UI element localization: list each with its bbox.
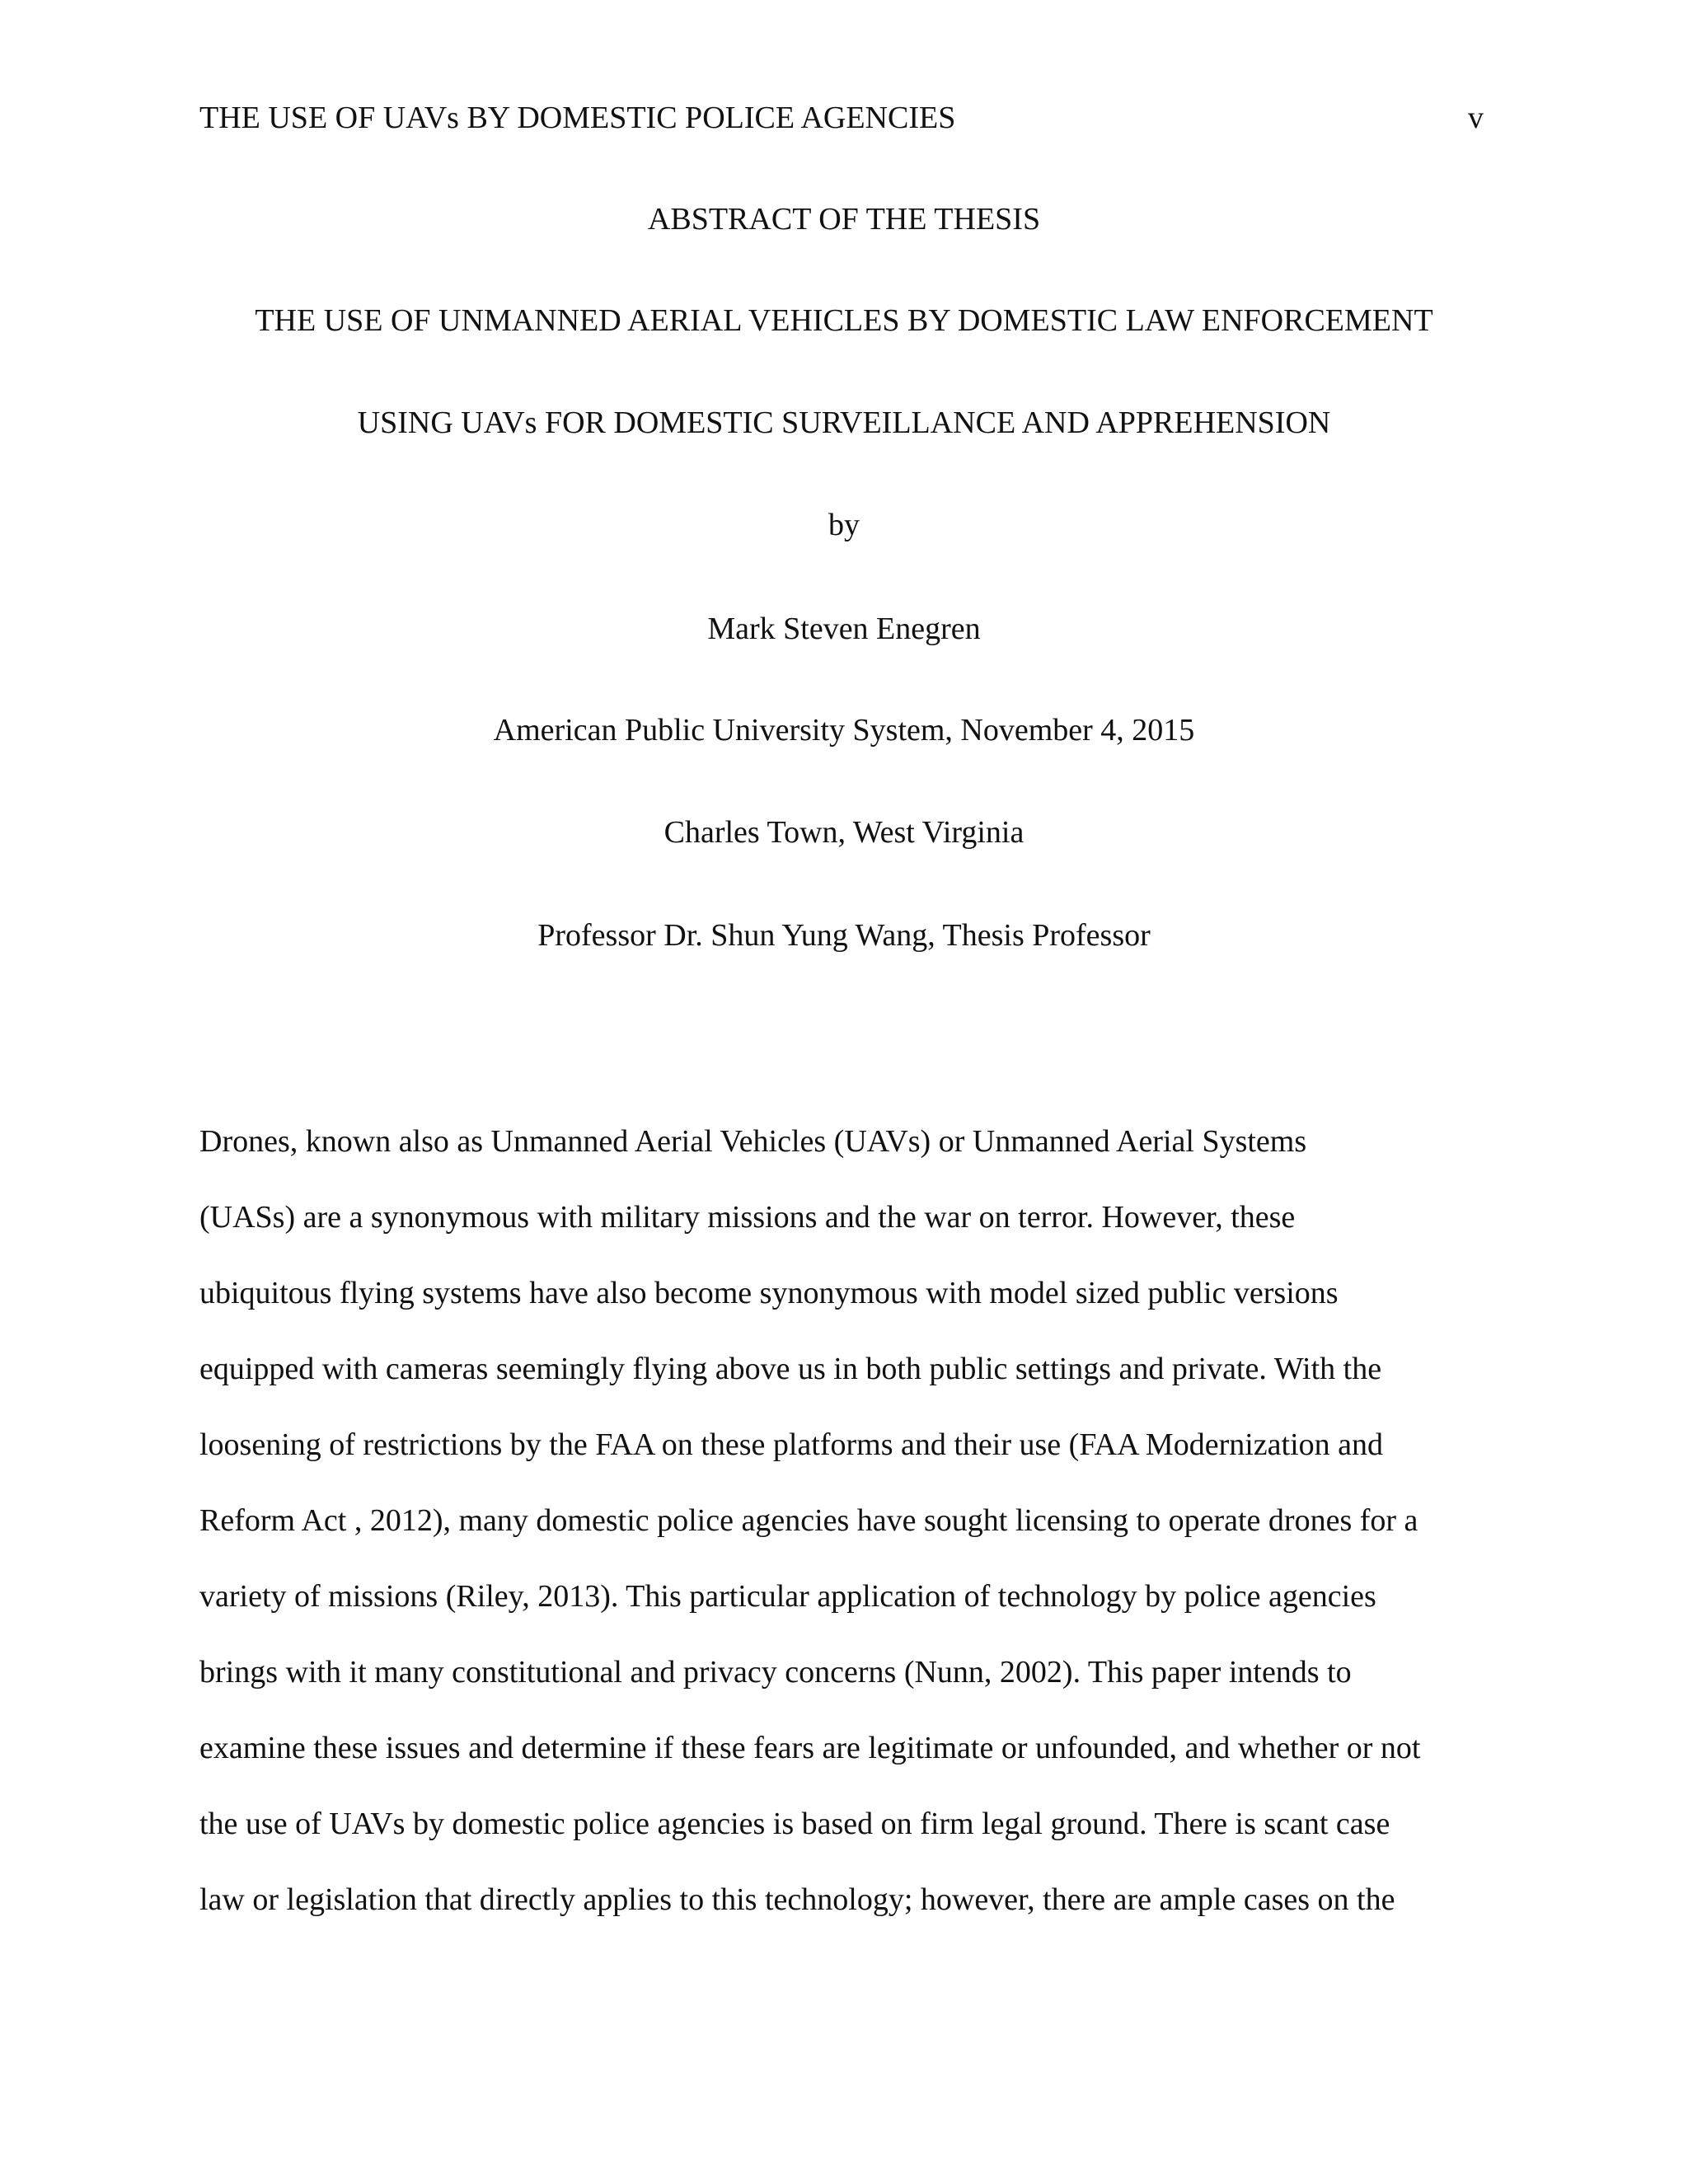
abstract-body: [199, 1121, 1502, 1955]
running-head: [199, 97, 1484, 138]
page-number: v: [1468, 101, 1484, 135]
abstract-line: law or legislation that directly applies to this technology; however, there are ample cases on the: [199, 1882, 1395, 1917]
abstract-line: Drones, known also as Unmanned Aerial Vehicles (UAVs) or Unmanned Aerial Systems: [199, 1124, 1307, 1159]
abstract-line: Reform Act , 2012), many domestic police agencies have sought licensing to operate drones for a: [199, 1503, 1418, 1538]
thesis-title: THE USE OF UNMANNED AERIAL VEHICLES BY DOMESTIC LAW ENFORCEMENT: [255, 303, 1433, 338]
abstract-line: (UASs) are a synonymous with military missions and the war on terror. However, these: [199, 1200, 1296, 1235]
abstract-line: brings with it many constitutional and privacy concerns (Nunn, 2002). This paper intends to: [199, 1655, 1352, 1690]
advisor: Professor Dr. Shun Yung Wang, Thesis Professor: [537, 918, 1151, 953]
institution-date: American Public University System, November 4, 2015: [493, 713, 1195, 748]
running-title: THE USE OF UAVs BY DOMESTIC POLICE AGENCIES: [199, 101, 956, 135]
abstract-line: variety of missions (Riley, 2013). This particular application of technology by police agencies: [199, 1579, 1376, 1614]
thesis-subtitle: USING UAVs FOR DOMESTIC SURVEILLANCE AND APPREHENSION: [357, 405, 1331, 440]
by-line: by: [828, 508, 860, 542]
abstract-line: examine these issues and determine if these fears are legitimate or unfounded, and whether or not: [199, 1731, 1421, 1765]
abstract-line: ubiquitous flying systems have also become synonymous with model sized public versions: [199, 1276, 1339, 1310]
location: Charles Town, West Virginia: [663, 815, 1025, 850]
abstract-line: the use of UAVs by domestic police agencies is based on firm legal ground. There is scant case: [199, 1807, 1390, 1841]
author-name: Mark Steven Enegren: [707, 612, 981, 646]
abstract-line: loosening of restrictions by the FAA on these platforms and their use (FAA Modernization and: [199, 1427, 1384, 1462]
abstract-heading: ABSTRACT OF THE THESIS: [647, 202, 1041, 237]
abstract-line: equipped with cameras seemingly flying above us in both public settings and private. With the: [199, 1352, 1382, 1386]
